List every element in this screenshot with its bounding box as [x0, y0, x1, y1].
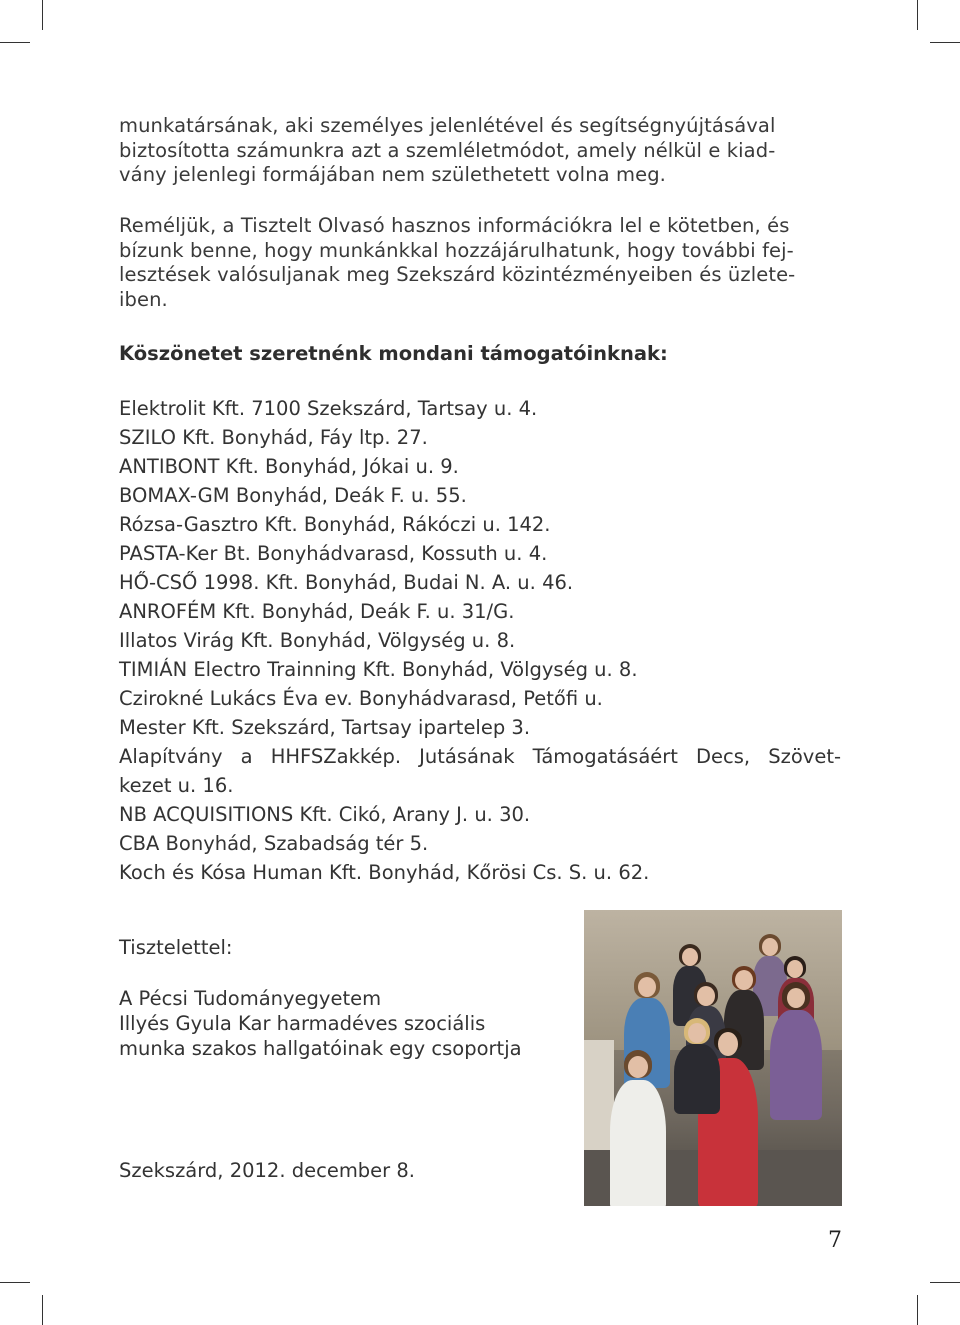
- sponsor-item: Mester Kft. Szekszárd, Tartsay ipartelep 3.: [119, 716, 531, 739]
- group-photo: [584, 910, 842, 1206]
- sponsor-item: Rózsa-Gasztro Kft. Bonyhád, Rákóczi u. 142.: [119, 513, 551, 536]
- sponsor-item: BOMAX-GM Bonyhád, Deák F. u. 55.: [119, 484, 467, 507]
- sponsor-item: PASTA-Ker Bt. Bonyhádvarasd, Kossuth u. 4.: [119, 542, 548, 565]
- sponsor-item-wrapped: [119, 742, 841, 800]
- sponsor-item: CBA Bonyhád, Szabadság tér 5.: [119, 832, 429, 855]
- signature-block: [119, 986, 522, 1061]
- crop-mark-top-right: [930, 42, 960, 43]
- signature-line: munka szakos hallgatóinak egy csoportja: [119, 1037, 522, 1060]
- sponsor-wrapped-line: kezet u. 16.: [119, 774, 234, 797]
- intro-paragraph: [119, 114, 775, 188]
- crop-mark-bottom-left-v: [42, 1295, 43, 1325]
- sponsor-item: ANROFÉM Kft. Bonyhád, Deák F. u. 31/G.: [119, 600, 515, 623]
- sponsor-item: Czirokné Lukács Éva ev. Bonyhádvarasd, Petőfi u.: [119, 687, 603, 710]
- intro-line: vány jelenlegi formájában nem születhetett volna meg.: [119, 163, 666, 186]
- sponsor-item: Illatos Virág Kft. Bonyhád, Völgység u. 8.: [119, 629, 516, 652]
- crop-mark-top-right-v: [917, 0, 918, 30]
- sponsor-item: HŐ-CSŐ 1998. Kft. Bonyhád, Budai N. A. u. 46.: [119, 571, 574, 594]
- sponsor-item: SZILO Kft. Bonyhád, Fáy ltp. 27.: [119, 426, 428, 449]
- crop-mark-bottom-left: [0, 1282, 30, 1283]
- sponsor-item: NB ACQUISITIONS Kft. Cikó, Arany J. u. 30.: [119, 803, 531, 826]
- hope-line: Reméljük, a Tisztelt Olvasó hasznos információkra lel e kötetben, és: [119, 214, 790, 237]
- hope-line: iben.: [119, 287, 168, 311]
- sponsor-wrapped-line: Alapítvány a HHFSZakkép. Jutásának Támogatásáért Decs, Szövet-: [119, 745, 841, 768]
- signature-line: Illyés Gyula Kar harmadéves szociális: [119, 1012, 486, 1035]
- sponsor-item: ANTIBONT Kft. Bonyhád, Jókai u. 9.: [119, 455, 459, 478]
- sponsor-item: TIMIÁN Electro Trainning Kft. Bonyhád, Völgység u. 8.: [119, 658, 638, 681]
- signature-line: A Pécsi Tudományegyetem: [119, 987, 382, 1010]
- page-number: 7: [828, 1228, 842, 1253]
- intro-line: munkatársának, aki személyes jelenlétével és segítségnyújtásával: [119, 114, 776, 137]
- closing-salutation: Tisztelettel:: [119, 936, 233, 959]
- crop-mark-top-left-v: [42, 0, 43, 30]
- crop-mark-bottom-right: [930, 1282, 960, 1283]
- crop-mark-top-left: [0, 42, 30, 43]
- sponsor-item: Elektrolit Kft. 7100 Szekszárd, Tartsay u. 4.: [119, 397, 538, 420]
- intro-line: biztosította számunkra azt a szemléletmódot, amely nélkül e kiad-: [119, 138, 776, 162]
- thanks-heading: Köszönetet szeretnénk mondani támogatóinknak:: [119, 342, 668, 365]
- hope-line: lesztések valósuljanak meg Szekszárd közintézményeiben és üzlete-: [119, 263, 796, 286]
- crop-mark-bottom-right-v: [917, 1295, 918, 1325]
- sponsor-list: [119, 394, 841, 887]
- hope-line: bízunk benne, hogy munkánkkal hozzájárulhatunk, hogy további fej-: [119, 238, 794, 262]
- date-line: Szekszárd, 2012. december 8.: [119, 1159, 416, 1182]
- sponsor-item: Koch és Kósa Human Kft. Bonyhád, Kőrösi Cs. S. u. 62.: [119, 861, 650, 884]
- hope-paragraph: [119, 214, 795, 312]
